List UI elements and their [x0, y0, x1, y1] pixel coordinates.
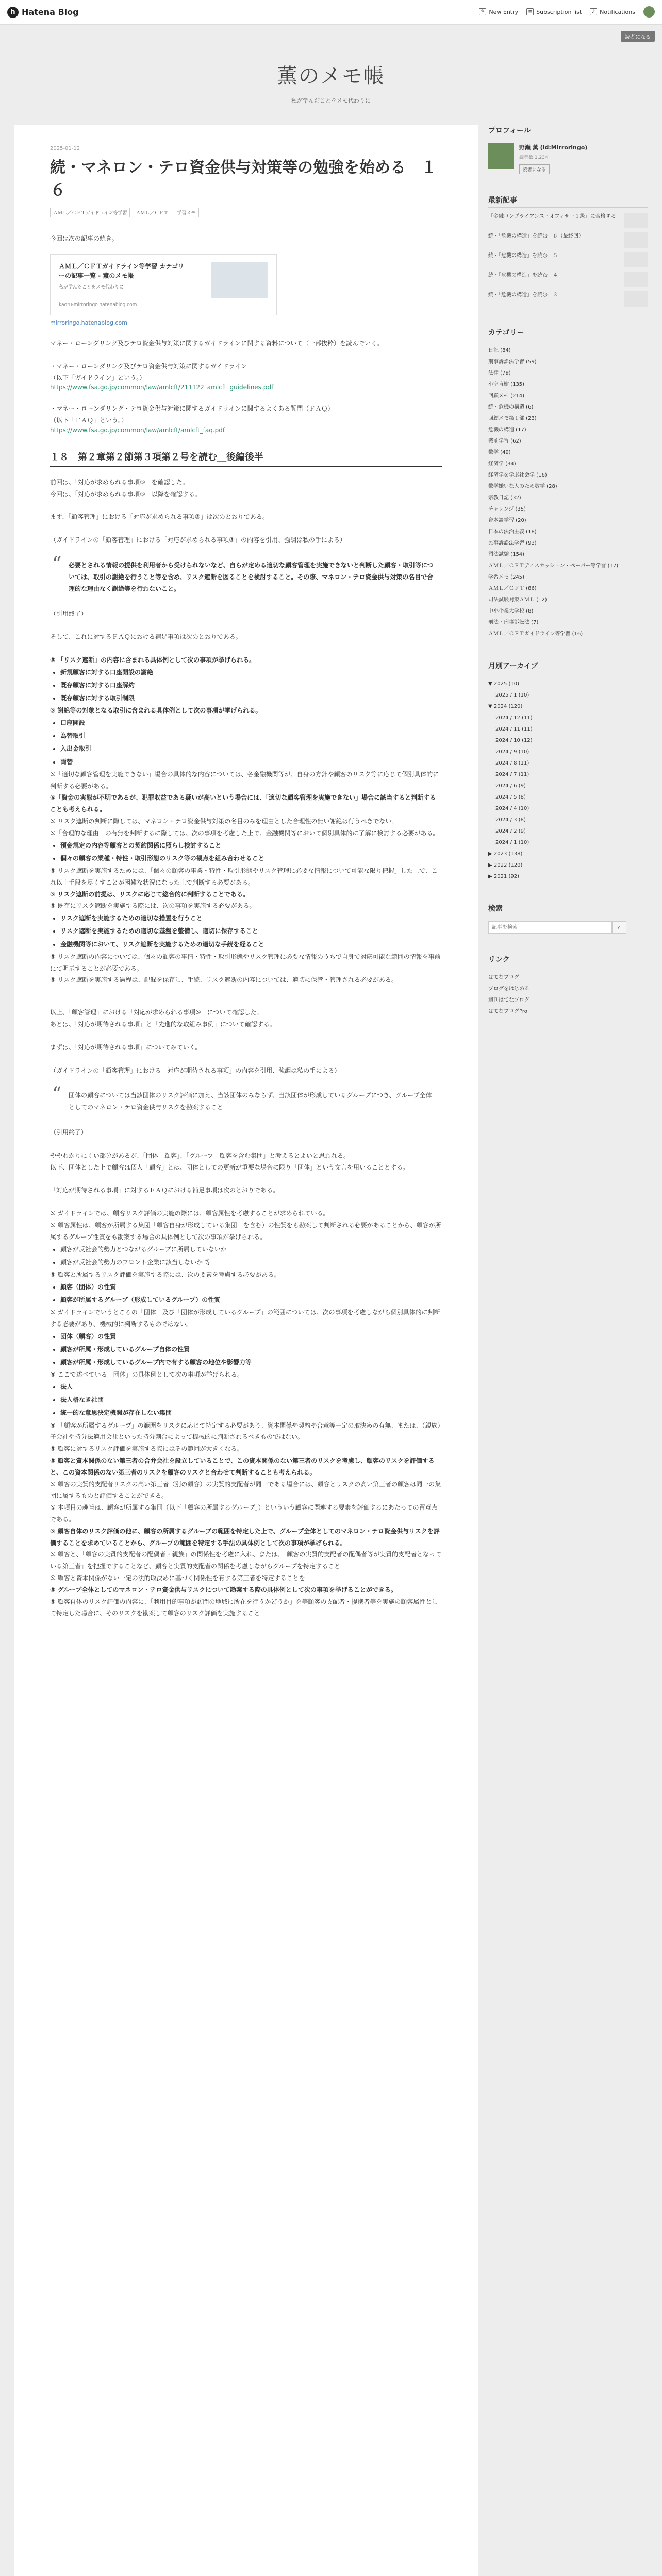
sidebar-link[interactable]: ブログをはじめる — [488, 986, 529, 992]
category-item[interactable]: チャレンジ (35) — [488, 506, 526, 512]
entry-title[interactable]: 続・マネロン・テロ資金供与対策等の勉強を始める １６ — [50, 159, 437, 199]
quote-icon: “ — [52, 1083, 62, 1105]
bullet-list — [60, 1381, 442, 1420]
category-heading: カテゴリー — [488, 327, 648, 340]
paragraph: 今回は、「対応が求められる事項⑤」以降を確認する。 — [50, 490, 201, 498]
category-item[interactable]: 戦前学習 (62) — [488, 438, 521, 444]
list-item: • 入出金取引 — [60, 742, 442, 755]
archive-month[interactable]: 2024 / 11 (11) — [495, 726, 533, 732]
paragraph: まずは、「対応が期待される事項」についてみていく。 — [50, 1043, 202, 1051]
archive-month[interactable]: 2024 / 6 (9) — [495, 783, 526, 789]
list-item: • 団体（顧客）の性質 — [60, 1330, 442, 1343]
archive-month[interactable]: 2024 / 10 (12) — [495, 738, 533, 743]
category-item[interactable]: 学習メモ (245) — [488, 574, 525, 580]
faq-item: ⑤ ガイドラインでは、顧客リスク評価の実施の際には、顧客属性を考慮することが求められている。 — [50, 1210, 329, 1217]
subscribe-button[interactable]: 読者になる — [519, 164, 550, 174]
recent-entry[interactable] — [488, 232, 648, 248]
recent-entry-title: 続・「危機の構造」を読む ３ — [488, 292, 558, 298]
list-item: • 顧客が所属するグループ（形成しているグループ）の性質 — [60, 1294, 442, 1307]
sidebar — [488, 125, 648, 1018]
category-item[interactable]: 日記 (84) — [488, 348, 511, 353]
archive-month[interactable]: 2024 / 4 (10) — [495, 806, 529, 811]
paragraph: （ガイドラインの「顧客管理」における「対応が求められる事項⑤」の内容を引用、強調は私の手による） — [50, 536, 346, 544]
reference-note: （以下「ガイドライン」という。） — [50, 374, 146, 382]
category-tag[interactable]: 学習メモ — [174, 208, 198, 217]
list-item: • 顧客が所属・形成しているグループ自体の性質 — [60, 1343, 442, 1356]
faq-item: ⑤ ここで述べている「団体」の具体例として次の事項が挙げられる。 — [50, 1371, 243, 1379]
list-item: • 口座開設 — [60, 717, 442, 730]
archive-month[interactable]: 2024 / 5 (8) — [495, 794, 526, 800]
recent-entry[interactable] — [488, 213, 648, 228]
recent-entry[interactable] — [488, 252, 648, 267]
list-item: • 金融機関等において、リスク遮断を実施するための適切な手続を経ること — [60, 938, 442, 951]
category-item[interactable]: 経済学を学ぶ社会学 (16) — [488, 472, 547, 478]
faq-item: ⑤「合理的な理由」の有無を判断するに際しては、次の事項を考慮した上で、金融機関等において個別具体的に了解に検討する必要がある。 — [50, 829, 439, 837]
recent-entry-title: 「金融コンプライアンス・オフィサー１級」に合格する — [488, 214, 616, 219]
list-item: • 預金規定の内容等顧客との契約関係に照らし検討すること — [60, 839, 442, 852]
hatena-logo-text: Hatena Blog — [22, 7, 79, 17]
category-item[interactable]: 小室直樹 (135) — [488, 382, 525, 387]
profile-box — [488, 143, 648, 174]
faq-item: ⑤ 顧客に対するリスク評価を実施する際にはその範囲が大きくなる。 — [50, 1445, 243, 1453]
sidebar-link[interactable]: はてなブログ — [488, 975, 519, 980]
faq-item: ⑤ 顧客自体のリスク評価の内容に、「利用目的事項が訪問の地域に所在を行うかどうか」を等顧客の支配者・提携者等を実施の顧客属性として特定した場合に、そのリスクを勘案して顧客のリスク評価を実施すること — [50, 1598, 438, 1617]
entry-intro: 今回は次の記事の続き。 — [50, 235, 118, 242]
recent-entry-title: 続・「危機の構造」を読む ５ — [488, 253, 558, 259]
archive-month[interactable]: 2024 / 2 (9) — [495, 828, 526, 834]
sidebar-link[interactable]: はてなブログPro — [488, 1009, 527, 1014]
category-item[interactable]: 法律 (79) — [488, 370, 511, 376]
blog-card-subtitle: 私が学んだことをメモ代わりに — [59, 284, 124, 290]
faq-item: ⑤ リスク遮断の内容については、個々の顧客の事情・特性・取引形態やリスク管理に必要な情報のうちで自身で対応可能な範囲の情報を事前にて明示することが必要である。 — [50, 953, 441, 972]
user-avatar[interactable] — [643, 6, 655, 18]
blog-title[interactable]: 薫のメモ帳 — [277, 64, 385, 88]
faq-item: ⑤ 「リスク遮断」の内容に含まれる具体例として次の事項が挙げられる。 — [50, 656, 256, 664]
search-icon: ⌕ — [618, 924, 621, 930]
list-item: • 為替取引 — [60, 730, 442, 742]
category-tag[interactable]: ＡＭＬ／ＣＦＴ — [133, 208, 171, 217]
category-item[interactable]: 民事訴訟法学習 (93) — [488, 540, 537, 546]
category-item[interactable]: 資本論学習 (20) — [488, 518, 526, 523]
hatena-logo-icon: h — [7, 7, 19, 18]
bullet-list — [60, 1281, 442, 1307]
faq-item: ⑤ ガイドラインでいうところの「団体」及び「団体が形成しているグループ」の範囲については、次の事項を考慮しながら個別具体的に判断する必要があり、機械的に判断するものではない。 — [50, 1309, 440, 1328]
category-list — [488, 345, 648, 640]
archive-month[interactable]: 2024 / 3 (8) — [495, 817, 526, 823]
paragraph: マネー・ローンダリング及びテロ資金供与対策に関するガイドラインに関する資料について（一部抜粋）を読んでいく。 — [50, 339, 383, 347]
reference-title: ・マネー・ローンダリング・テロ資金供与対策に関するガイドラインに関するよくある質問（ＦＡＱ） — [50, 405, 334, 413]
reference-title: ・マネー・ローンダリング及びテロ資金供与対策に関するガイドライン — [50, 362, 247, 370]
archive-month[interactable]: 2024 / 9 (10) — [495, 749, 529, 755]
faq-item: ⑤「適切な顧客管理を実施できない」場合の具体的な内容については、各金融機関等が、自身の方針や顧客のリスク等に応じて個別具体的に判断する必要がある。 — [50, 770, 439, 790]
hatena-logo[interactable] — [7, 7, 79, 18]
notifications-button[interactable] — [590, 8, 635, 15]
list-item: • 顧客が所属・形成しているグループ内で有する顧客の地位や影響力等 — [60, 1356, 442, 1369]
quote-block — [50, 555, 442, 599]
bullet-list — [60, 1330, 442, 1369]
profile-badge: 読者数 1,234 — [519, 155, 548, 160]
faq-item: ⑤ リスク遮断を実施する過程は、記録を保存し、手続、リスク遮断の内容については、適切に保管・管理される必要がある。 — [50, 976, 398, 984]
recent-heading: 最新記事 — [488, 195, 648, 208]
category-item[interactable]: 危機の構造 (17) — [488, 427, 526, 433]
category-item[interactable]: ＡＭＬ／ＣＦＴ (86) — [488, 586, 537, 591]
blog-card-thumbnail — [211, 262, 268, 298]
bell-icon: ♪ — [590, 8, 597, 15]
profile-name[interactable]: 野瀬 薫 (id:Mirroringo) — [519, 144, 588, 151]
archive-month[interactable]: 2025 / 1 (10) — [495, 692, 529, 698]
faq-item: ⑤ リスク遮断の前提は、リスクに応じて総合的に判断することである。 — [50, 890, 249, 898]
recent-entry-title: 続・「危機の構造」を読む ６（最終回） — [488, 233, 584, 239]
recent-thumbnail — [624, 291, 648, 307]
faq-item: ⑤ 顧客と所属するリスク評価を実施する際には、次の要素を考慮する必要がある。 — [50, 1270, 280, 1278]
list-item: • リスク遮断を実施するための適切な措置を行うこと — [60, 912, 442, 925]
paragraph: 前回は、「対応が求められる事項⑤」を確認した。 — [50, 478, 189, 486]
faq-item: ⑤ 顧客属性は、顧客が所属する集団「顧客自身が形成している集団」を含む）の性質をも勘案して判断される必要があることから、顧客が所属するグループ性質をも勘案する場合の具体例として次の事項が挙げられる。 — [50, 1221, 441, 1241]
list-icon: ≡ — [526, 8, 534, 15]
list-item: • 統一的な意思決定機関が存在しない集団 — [60, 1406, 442, 1419]
section-heading: １８ 第２章第２節第３項第２号を読む＿後編後半 — [50, 450, 442, 467]
faq-item: ⑤ リスク遮断を実施するためには、「個々の顧客の事業・特性・取引形態やリスク管理に必要な情報について可能な限り把握」した上で、これ以上手段を尽くすことが困難な状況になった上で判断する必要がある。 — [50, 867, 438, 886]
archive-year[interactable]: ▼ 2024 (120) — [488, 704, 523, 709]
category-item[interactable]: 回顧メモ (214) — [488, 393, 525, 399]
category-item[interactable]: ＡＭＬ／ＣＦＴディスカッション・ペーパー等学習 (17) — [488, 563, 619, 569]
links-list — [488, 972, 648, 1018]
list-item: • 法人格なき社団 — [60, 1394, 442, 1406]
list-item: • 顧客が反社会的勢力のフロント企業に該当しないか 等 — [60, 1256, 442, 1269]
links-heading: リンク — [488, 954, 648, 967]
category-item[interactable]: 刑事訴訟法学習 (59) — [488, 359, 537, 365]
profile-avatar[interactable] — [488, 143, 514, 169]
faq-item: ⑤ 本項目の趣旨は、顧客が所属する集団（以下「顧客の所属するグループ」）といういう顧客に関連する要素を評価するにあたっての留意点である。 — [50, 1504, 438, 1523]
search-button[interactable] — [612, 921, 626, 934]
blog-card-url: kaoru-mirroringo.hatenablog.com — [59, 302, 137, 308]
archive-month[interactable]: 2024 / 12 (11) — [495, 715, 533, 721]
paragraph: （ガイドラインの「顧客管理」における「対応が期待される事項」の内容を引用、強調は私の手による） — [50, 1066, 341, 1074]
blog-card[interactable] — [50, 254, 277, 315]
category-item[interactable]: 司法試験対策ＡＭＬ (12) — [488, 597, 547, 603]
archive-month[interactable]: 2024 / 8 (11) — [495, 760, 529, 766]
paragraph: 以下、団体とした上で顧客は個人「顧客」とは、団体としての更新が重要な場合に限り「団体」という文言を用いることとする。 — [50, 1163, 409, 1171]
profile-heading: プロフィール — [488, 125, 648, 138]
category-item[interactable]: 司法試験 (154) — [488, 552, 525, 557]
faq-item: ⑤「資金の実態が不明であるが、犯罪収益である疑いが高いという場合には、「適切な顧客管理を実施できない」場合に該当すると判断することも考えられる。 — [50, 794, 436, 814]
faq-item: ⑤ 謝絶等の対象となる取引に含まれる具体例として次の事項が挙げられる。 — [50, 707, 262, 715]
recent-entry-title: 続・「危機の構造」を読む ４ — [488, 273, 558, 278]
category-item[interactable]: 数学嫌いな人のため数学 (28) — [488, 484, 557, 489]
subscribe-top-button[interactable]: 読者になる — [621, 31, 655, 42]
archive-year[interactable]: ▼ 2025 (10) — [488, 681, 520, 687]
category-item[interactable]: 経済学 (34) — [488, 461, 516, 467]
recent-entry[interactable] — [488, 272, 648, 287]
bullet-list — [60, 839, 442, 865]
archive-year[interactable]: ▶ 2023 (138) — [488, 851, 523, 857]
bullet-list — [60, 717, 442, 769]
list-item: • 顧客（団体）の性質 — [60, 1281, 442, 1294]
source-link[interactable]: mirroringo.hatenablog.com — [50, 319, 127, 326]
blog-card-title: ＡＭＬ／ＣＦＴガイドライン等学習 カテゴリーの記事一覧 - 薫のメモ帳 — [59, 262, 184, 279]
search-heading: 検索 — [488, 903, 648, 916]
category-item[interactable]: 数学 (49) — [488, 450, 511, 455]
quote-icon: “ — [52, 553, 62, 574]
archive-heading: 月別アーカイブ — [488, 660, 648, 673]
archive-month[interactable]: 2024 / 1 (10) — [495, 840, 529, 845]
reference-note: （以下「ＦＡＱ」という。） — [50, 416, 128, 424]
recent-thumbnail — [624, 213, 648, 228]
recent-thumbnail — [624, 272, 648, 287]
guideline-pdf-link[interactable]: https://www.fsa.go.jp/common/law/amlcft/211122_amlcft_guidelines.pdf — [50, 384, 274, 392]
notifications-label: Notifications — [600, 8, 635, 15]
category-tag[interactable]: ＡＭＬ／ＣＦＴガイドライン等学習 — [50, 208, 130, 217]
list-item: • 両替 — [60, 756, 442, 769]
faq-item: ⑤ 顧客自体のリスク評価の他に、顧客の所属するグループの範囲を特定した上で、グループ全体としてのマネロン・テロ資金供与リスクを評価することを求めていることから、グループの範囲を特定する手法の具体例として次の事項が挙げられる。 — [50, 1527, 440, 1547]
entry-article — [14, 125, 478, 2576]
category-item[interactable]: 中小企業大学校 (8) — [488, 608, 534, 614]
bullet-list — [60, 912, 442, 951]
faq-pdf-link[interactable]: https://www.fsa.go.jp/common/law/amlcft/amlcft_faq.pdf — [50, 426, 225, 434]
recent-thumbnail — [624, 252, 648, 267]
quote-end: （引用終了） — [50, 1128, 88, 1136]
search-input[interactable] — [488, 921, 612, 934]
quote-block — [50, 1083, 442, 1117]
entry-date[interactable]: 2025-01-12 — [50, 146, 80, 151]
category-item[interactable]: 日本の法治主義 (18) — [488, 529, 537, 535]
quote-end: （引用終了） — [50, 610, 88, 618]
list-item: • 既存顧客に対する口座解約 — [60, 679, 442, 692]
paragraph: 「対応が期待される事項」に対するＦＡＱにおける補足事項は次のとおりである。 — [50, 1187, 279, 1194]
sidebar-link[interactable]: 週刊はてなブログ — [488, 997, 529, 1003]
faq-item: ⑤ 顧客と資本関係がない一定の法的取決めに基づく関係性を有する第三者を特定することを — [50, 1574, 305, 1582]
list-item: • リスク遮断を実施するための適切な基盤を整備し、適切に保存すること — [60, 925, 442, 938]
recent-entry[interactable] — [488, 291, 648, 307]
faq-item: ⑤ グループ全体としてのマネロン・テロ資金供与リスクについて勘案する際の具体例として次の事項を挙げることができる。 — [50, 1586, 397, 1594]
new-entry-label: New Entry — [489, 8, 519, 15]
faq-item: ⑤ 顧客の実質的支配者リスクの高い第三者（別の顧客）の実質的支配者が同一である場合には、顧客とリスクの高い第三者の顧客は同一の集団に属するものと評価することができる。 — [50, 1480, 441, 1500]
paragraph: あとは、「対応が期待される事項」と「先進的な取組み事例」について確認する。 — [50, 1020, 276, 1028]
pencil-icon: ✎ — [479, 8, 486, 15]
recent-thumbnail — [624, 232, 648, 248]
archive-year[interactable]: ▶ 2021 (92) — [488, 874, 520, 879]
list-item: • 法人 — [60, 1381, 442, 1394]
list-item: • 顧客が反社会的勢力とつながるグループに所属していないか — [60, 1243, 442, 1256]
search-form — [488, 921, 648, 934]
quote-text: 必要とされる情報の提供を利用者から受けられないなど、自らが定める適切な顧客管理を実施できないと判断した顧客・取引等については、取引の謝絶を行うこと等を含め、リスク遮断を図ることを検討すること。その際、マネロン・テロ資金供与対策の名目で合理的な理由なく謝絶等を行わないこと。 — [69, 561, 434, 592]
entry-categories — [50, 208, 442, 217]
archive-year[interactable]: ▶ 2022 (120) — [488, 862, 523, 868]
list-item: • 個々の顧客の業種・特性・取引形態のリスク等の観点を組み合わせること — [60, 852, 442, 865]
subscription-list-button[interactable] — [526, 8, 582, 15]
blog-header — [0, 25, 662, 125]
faq-item: ⑤ 既存にリスク遮断を実施する際には、次の事項を実施する必要がある。 — [50, 902, 256, 910]
list-item: • 新規顧客に対する口座開設の謝絶 — [60, 666, 442, 679]
paragraph: まず、「顧客管理」における「対応が求められる事項⑤」は次のとおりである。 — [50, 513, 269, 521]
bullet-list — [60, 1243, 442, 1269]
faq-item: ⑤ 顧客と資本関係のない第三者の合弁会社を設立していることで、この資本関係のない第三者のリスクを考慮し、顧客のリスクを評価すると、この資本関係のない第三者のリスクを顧客のリスクと合わせて判断することも考えられる。 — [50, 1456, 435, 1476]
paragraph: ややわかりにくい部分があるが、「団体＝顧客」、「グループ＝顧客を含む集団」と考えるとよいと思われる。 — [50, 1151, 350, 1159]
paragraph: 以上、「顧客管理」における「対応が求められる事項⑤」について確認した。 — [50, 1009, 263, 1016]
archive-month[interactable]: 2024 / 7 (11) — [495, 772, 529, 777]
top-bar — [0, 0, 662, 40]
category-item[interactable]: 宗教日記 (32) — [488, 495, 521, 501]
category-item[interactable]: 回顧メモ第１部 (23) — [488, 416, 537, 421]
category-item[interactable]: 続・危機の構造 (6) — [488, 404, 534, 410]
quote-text: 団体の顧客については当該団体のリスク評価に加え、当該団体のみならず、当該団体が形成しているグループにつき、グループ全体としてのマネロン・テロ資金供与リスクを勘案すること — [69, 1092, 432, 1111]
faq-item: ⑤ 顧客と、「顧客の実質的支配者の配偶者・親族」の関係性を考慮に入れ、または、「顧客の実質的支配者の配偶者等が実質的支配者となっている第三者」を把握ですることなど、顧客と実質的支配者の関係を考慮しながらグループを特定すること — [50, 1551, 442, 1570]
bullet-list — [60, 666, 442, 705]
faq-item: ⑤ リスク遮断の判断に際しては、マネロン・テロ資金供与対策の名目のみを理由とした合理性の無い謝絶は行うべきでない。 — [50, 818, 398, 825]
blog-description: 私が学んだことをメモ代わりに — [291, 97, 371, 104]
paragraph: そして、これに対するＦＡＱにおける補足事項は次のとおりである。 — [50, 633, 242, 641]
category-item[interactable]: 刑法・刑事訴訟法 (7) — [488, 620, 539, 625]
list-item: • 既存顧客に対する取引制限 — [60, 692, 442, 705]
new-entry-button[interactable] — [479, 8, 518, 15]
archive-list — [488, 679, 648, 883]
faq-item: ⑤ 「顧客が所属するグループ」の範囲をリスクに応じて特定する必要があり、資本関係や契約や合意等一定の取決めの有無、または、（親族）子会社や持分法適用会社といった持分割合によって機械的に判断されるべきものではない。 — [50, 1421, 441, 1441]
subscription-label: Subscription list — [536, 8, 582, 15]
category-item[interactable]: ＡＭＬ／ＣＦＴガイドライン等学習 (16) — [488, 631, 583, 637]
